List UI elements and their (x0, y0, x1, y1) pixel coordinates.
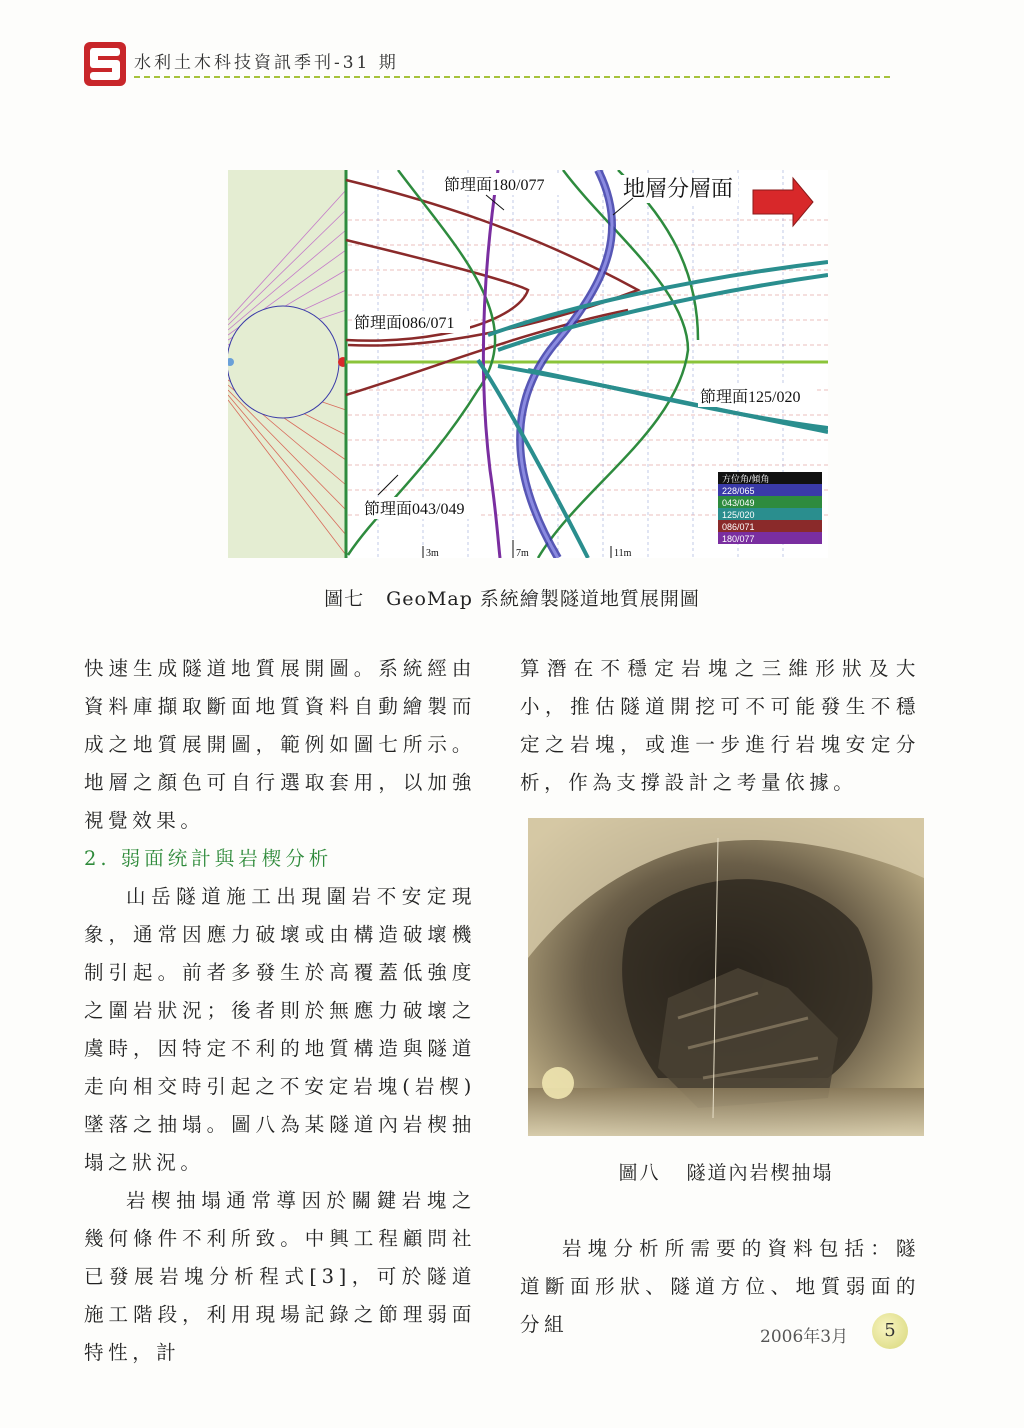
label-joint-043: 節理面043/049 (364, 501, 465, 518)
paragraph: 岩楔抽塌通常導因於關鍵岩塊之幾何條件不利所致。中興工程顧問社已發展岩塊分析程式[3]，可於隧道施工階段，利用現場記錄之節理弱面特性，計 (84, 1189, 476, 1364)
label-joint-086: 節理面086/071 (354, 315, 455, 332)
body-left-column (84, 650, 476, 1372)
paragraph: 快速生成隧道地質展開圖。系統經由資料庫擷取斷面地質資料自動繪製而成之地質展開圖，範例如圖七所示。地層之顏色可自行選取套用，以加強視覺效果。 (84, 657, 476, 832)
legend-item: 086/071 (722, 522, 755, 532)
figure8-caption (528, 1158, 924, 1185)
axis-tick-7m: 7m (516, 548, 529, 558)
page-number: 5 (884, 1320, 896, 1341)
paragraph: 山岳隧道施工出現圍岩不安定現象，通常因應力破壞或由構造破壞機制引起。前者多發生於高覆蓋低強度之圍岩狀況；後者則於無應力破壞之虞時，因特定不利的地質構造與隧道走向相交時引起之不安定岩塊(岩楔)墜落之抽塌。圖八為某隧道內岩楔抽塌之狀況。 (84, 885, 476, 1174)
label-joint-180: 節理面180/077 (444, 177, 545, 194)
body-right-column-continued (520, 1230, 920, 1344)
figure8-number: 圖八 (618, 1162, 661, 1184)
tunnel-section-circle (228, 306, 339, 418)
legend-item: 043/049 (722, 498, 755, 508)
legend-header: 方位角/傾角 (722, 474, 770, 484)
figure7-number: 圖七 (324, 588, 365, 610)
paragraph: 岩塊分析所需要的資料包括：隧道斷面形狀、隧道方位、地質弱面的分組 (520, 1237, 920, 1336)
header-divider (134, 76, 890, 78)
issue-date: 2006年3月 (760, 1327, 849, 1347)
body-right-column (520, 650, 920, 802)
figure7-title: GeoMap 系統繪製隧道地質展開圖 (386, 588, 700, 610)
legend-item: 180/077 (722, 534, 755, 544)
legend-item: 125/020 (722, 510, 755, 520)
axis-tick-3m: 3m (426, 548, 439, 558)
figure7-legend (718, 472, 822, 544)
section-heading: 2. 弱面统計與岩楔分析 (84, 847, 333, 870)
label-joint-125: 節理面125/020 (700, 389, 801, 406)
paragraph: 算潛在不穩定岩塊之三維形狀及大小，推估隧道開挖可不可能發生不穩定之岩塊，或進一步進行岩塊安定分析，作為支撐設計之考量依據。 (520, 657, 920, 794)
label-strata-boundary: 地層分層面 (623, 176, 734, 201)
geomap-tunnel-geology-figure (228, 170, 828, 558)
axis-tick-11m: 11m (614, 548, 632, 558)
tunnel-wedge-collapse-photo (528, 818, 924, 1136)
journal-logo-icon (84, 42, 126, 86)
legend-item: 228/065 (722, 486, 755, 496)
figure7-caption (0, 584, 1024, 611)
figure8-title: 隧道內岩楔抽塌 (686, 1162, 834, 1184)
journal-title: 水利土木科技資訊季刊-31 期 (134, 53, 399, 73)
